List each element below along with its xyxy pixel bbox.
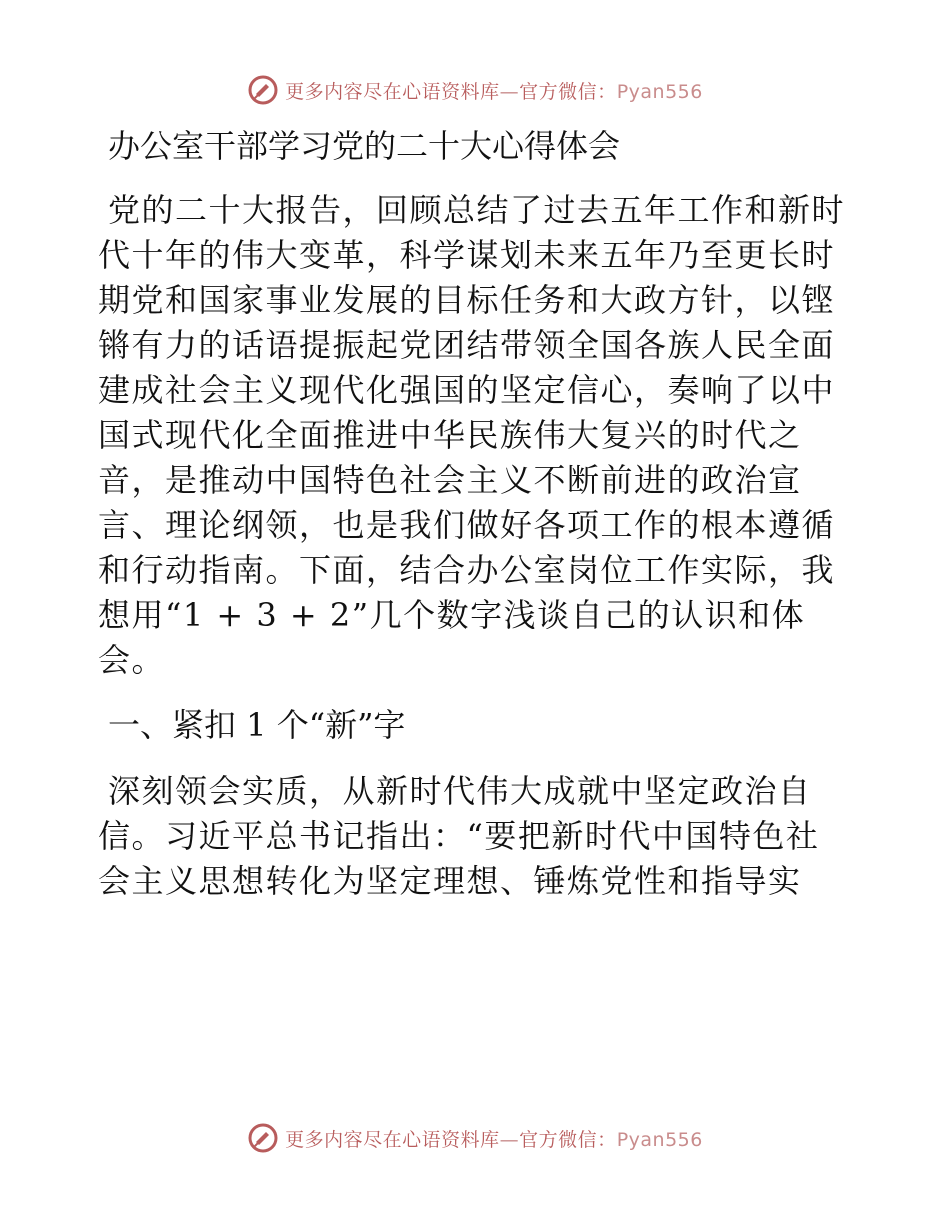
watermark-banner-bottom: [0, 1118, 950, 1158]
watermark-dash: —: [499, 1128, 520, 1151]
watermark-wechat-label: 官方微信：: [519, 80, 617, 103]
watermark-text: [285, 1125, 703, 1152]
red-circle-logo-icon: [247, 74, 279, 106]
paragraph-intro-first-line: 党的二十大报告，回顾总结了过去五年工作和新: [108, 191, 812, 229]
watermark-dash: —: [499, 80, 520, 103]
paragraph-section-1-first-line: 深刻领会实质，从新时代伟大成就中坚定政治自: [108, 772, 812, 810]
paragraph-intro-rest: 时代十年的伟大变革，科学谋划未来五年乃至更长时期党和国家事业发展的目标任务和大政方针，以铿锵有力的话语提振起党团结带领全国各族人民全面建成社会主义现代化强国的坚定信心，奏响了以中国式现代化全面推进中华民族伟大复兴的时代之音，是推动中国特色社会主义不断前进的政治宣言、理论纲领，也是我们做好各项工作的根本遵循和行动指南。下面，结合办公室岗位工作实际，我想用“1 + 3 + 2”几个数字浅谈自己的认识和体会。: [98, 191, 846, 679]
watermark-site-text: 更多内容尽在心语资料库: [285, 1128, 500, 1151]
document-title: 办公室干部学习党的二十大心得体会: [108, 127, 621, 165]
watermark-wechat-id: Pyan556: [616, 1128, 703, 1151]
paragraph-intro: [98, 188, 850, 683]
red-circle-logo-icon: [247, 1122, 279, 1154]
watermark-site-text: 更多内容尽在心语资料库: [285, 80, 500, 103]
section-heading-1: 一、紧扣 1 个“新”字: [108, 706, 406, 744]
watermark-wechat-label: 官方微信：: [519, 1128, 617, 1151]
watermark-text: [285, 77, 703, 104]
watermark-banner-top: [0, 70, 950, 110]
watermark-wechat-id: Pyan556: [616, 80, 703, 103]
paragraph-section-1: [98, 769, 850, 904]
paragraph-section-1-rest: 信。习近平总书记指出：“要把新时代中国特色社会主义思想转化为坚定理想、锤炼党性和指导实: [98, 817, 820, 900]
document-body: [98, 124, 850, 924]
